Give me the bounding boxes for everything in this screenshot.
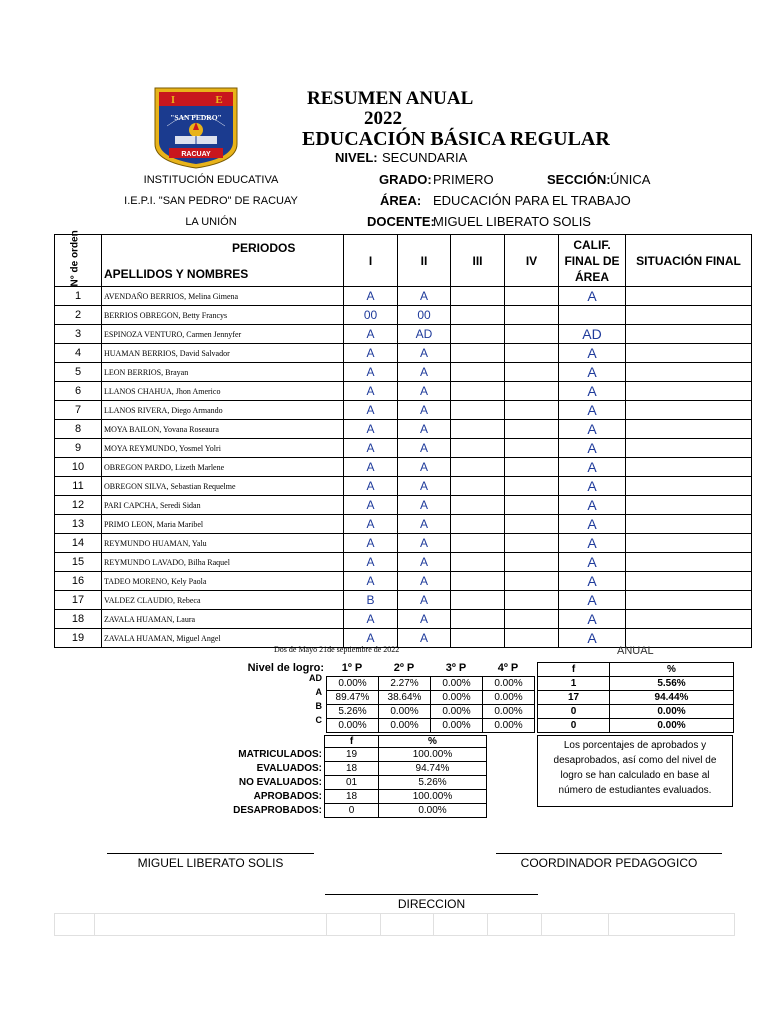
teacher-signature-name: MIGUEL LIBERATO SOLIS [137, 856, 284, 870]
anual-f: 0 [538, 719, 610, 733]
order-column-header: N° de orden [55, 235, 102, 287]
grade-period-4 [505, 572, 559, 591]
stats-row [325, 804, 487, 818]
anual-row [538, 691, 734, 705]
periods-header: PERIODOS [232, 241, 296, 255]
grado-label: GRADO: [379, 172, 432, 187]
final-situation [626, 344, 752, 363]
grade-period-1: A [344, 363, 398, 382]
grade-period-2: A [398, 553, 451, 572]
final-situation [626, 439, 752, 458]
grade-period-4 [505, 515, 559, 534]
logro-level-label: A [315, 687, 322, 697]
grade-period-3 [451, 420, 505, 439]
grade-period-2: A [398, 496, 451, 515]
order-number: 12 [55, 496, 102, 515]
anual-f: 1 [538, 677, 610, 691]
final-grade: A [559, 287, 626, 306]
grade-period-4 [505, 534, 559, 553]
final-grade-header: CALIF. FINAL DE ÁREA [559, 235, 626, 287]
logro-value: 0.00% [483, 719, 535, 733]
grade-period-1: A [344, 496, 398, 515]
grade-period-4 [505, 477, 559, 496]
grade-period-1: A [344, 629, 398, 648]
grade-period-2: A [398, 382, 451, 401]
grade-period-2: A [398, 572, 451, 591]
director-signature-line [325, 894, 538, 895]
logro-table [326, 676, 535, 733]
student-name: LEON BERRIOS, Brayan [102, 363, 344, 382]
logo-bottom-text: RACUAY [181, 151, 211, 158]
student-name: PARI CAPCHA, Seredi Sidan [102, 496, 344, 515]
student-name: TADEO MORENO, Kely Paola [102, 572, 344, 591]
table-row [55, 306, 752, 325]
final-grade: A [559, 458, 626, 477]
stats-f: 18 [325, 762, 379, 776]
logro-label: Nivel de logro: [247, 662, 324, 674]
date-line: Dos de Mayo 21de septiembre de 2022 [274, 645, 400, 654]
stats-row [325, 762, 487, 776]
grade-period-3 [451, 610, 505, 629]
logro-row [327, 719, 535, 733]
anual-row [538, 677, 734, 691]
final-situation [626, 401, 752, 420]
student-name: AVENDAÑO BERRIOS, Melina Gimena [102, 287, 344, 306]
order-number: 15 [55, 553, 102, 572]
grade-period-2: A [398, 477, 451, 496]
logro-row [327, 691, 535, 705]
table-row [55, 344, 752, 363]
stats-pct: 5.26% [379, 776, 487, 790]
nivel-value: SECUNDARIA [382, 150, 468, 165]
period-header-4: IV [505, 235, 559, 287]
title-year: 2022 [364, 108, 402, 129]
anual-pct: 0.00% [610, 719, 734, 733]
final-grade: A [559, 496, 626, 515]
grade-period-4 [505, 610, 559, 629]
stats-pct: 94.74% [379, 762, 487, 776]
director-signature-title: DIRECCION [397, 897, 466, 911]
stats-row [325, 776, 487, 790]
final-situation [626, 572, 752, 591]
grade-period-1: A [344, 610, 398, 629]
table-row [55, 534, 752, 553]
grade-period-4 [505, 382, 559, 401]
logro-row [327, 677, 535, 691]
grade-period-2: A [398, 591, 451, 610]
final-situation [626, 553, 752, 572]
institution-label: INSTITUCIÓN EDUCATIVA [143, 174, 279, 186]
final-situation [626, 306, 752, 325]
order-number: 3 [55, 325, 102, 344]
logro-value: 5.26% [327, 705, 379, 719]
bottom-grid-row [54, 913, 735, 936]
stats-label: APROBADOS: [253, 791, 322, 802]
student-name: REYMUNDO LAVADO, Bilha Raquel [102, 553, 344, 572]
grade-period-2: A [398, 515, 451, 534]
docente-value: MIGUEL LIBERATO SOLIS [433, 214, 591, 229]
logro-value: 0.00% [483, 677, 535, 691]
table-row [55, 591, 752, 610]
final-grade: A [559, 363, 626, 382]
logro-level-label: AD [309, 673, 322, 683]
grade-period-3 [451, 477, 505, 496]
final-grade: A [559, 534, 626, 553]
anual-pct: 94.44% [610, 691, 734, 705]
grade-period-4 [505, 325, 559, 344]
student-name: OBREGON PARDO, Lizeth Marlene [102, 458, 344, 477]
grade-period-3 [451, 439, 505, 458]
grade-period-3 [451, 553, 505, 572]
grade-period-3 [451, 344, 505, 363]
student-name: OBREGON SILVA, Sebastian Requelme [102, 477, 344, 496]
grade-period-4 [505, 629, 559, 648]
order-number: 2 [55, 306, 102, 325]
logro-row [327, 705, 535, 719]
logro-value: 38.64% [379, 691, 431, 705]
stats-label: DESAPROBADOS: [233, 805, 322, 816]
logro-value: 0.00% [431, 677, 483, 691]
logo-arc-text: "SAN PEDRO" [170, 113, 222, 122]
final-grade: A [559, 591, 626, 610]
anual-label: ANUAL [617, 645, 654, 657]
institution-name: I.E.P.I. "SAN PEDRO" DE RACUAY [124, 195, 298, 207]
logro-period-headers [326, 662, 534, 674]
stats-pct: 0.00% [379, 804, 487, 818]
table-row [55, 382, 752, 401]
student-name: HUAMAN BERRIOS, David Salvador [102, 344, 344, 363]
grade-period-4 [505, 591, 559, 610]
stats-label: NO EVALUADOS: [238, 777, 322, 788]
final-situation-header: SITUACIÓN FINAL [626, 235, 752, 287]
grade-period-1: A [344, 477, 398, 496]
grade-period-1: A [344, 439, 398, 458]
grade-period-3 [451, 515, 505, 534]
table-row [55, 515, 752, 534]
grade-period-1: A [344, 325, 398, 344]
grade-period-2: A [398, 401, 451, 420]
grade-period-1: A [344, 382, 398, 401]
student-name: ESPINOZA VENTURO, Carmen Jennyfer [102, 325, 344, 344]
logro-value: 2.27% [379, 677, 431, 691]
grade-period-2: 00 [398, 306, 451, 325]
logro-value: 0.00% [431, 705, 483, 719]
grade-period-1: A [344, 515, 398, 534]
seccion-label: SECCIÓN: [547, 172, 611, 187]
stats-f: 01 [325, 776, 379, 790]
order-number: 14 [55, 534, 102, 553]
logro-value: 0.00% [431, 691, 483, 705]
order-number: 17 [55, 591, 102, 610]
period-header-3: III [451, 235, 505, 287]
grade-period-4 [505, 496, 559, 515]
order-number: 13 [55, 515, 102, 534]
final-grade: A [559, 420, 626, 439]
grade-period-2: AD [398, 325, 451, 344]
stats-f: 19 [325, 748, 379, 762]
grade-period-1: B [344, 591, 398, 610]
stats-pct: 100.00% [379, 790, 487, 804]
grade-period-4 [505, 287, 559, 306]
final-situation [626, 458, 752, 477]
logro-value: 0.00% [379, 719, 431, 733]
student-name: REYMUNDO HUAMAN, Yalu [102, 534, 344, 553]
final-situation [626, 363, 752, 382]
student-name: BERRIOS OBREGON, Betty Francys [102, 306, 344, 325]
logro-header-1: 1º P [341, 662, 363, 674]
final-grade: A [559, 477, 626, 496]
final-situation [626, 325, 752, 344]
table-row [55, 325, 752, 344]
grade-period-1: A [344, 553, 398, 572]
logro-value: 0.00% [327, 719, 379, 733]
grades-table [54, 230, 752, 648]
final-grade: A [559, 629, 626, 648]
stats-f: 0 [325, 804, 379, 818]
order-number: 8 [55, 420, 102, 439]
table-row [55, 477, 752, 496]
logro-value: 0.00% [431, 719, 483, 733]
table-row [55, 496, 752, 515]
coordinator-signature-line [496, 853, 722, 854]
seccion-value: ÚNICA [610, 172, 651, 187]
period-header-1: I [344, 235, 398, 287]
final-situation [626, 610, 752, 629]
grade-period-1: A [344, 458, 398, 477]
grade-period-3 [451, 401, 505, 420]
grade-period-4 [505, 363, 559, 382]
stats-row [325, 748, 487, 762]
final-grade: A [559, 553, 626, 572]
grade-period-1: 00 [344, 306, 398, 325]
final-situation [626, 515, 752, 534]
logro-header-2: 2º P [393, 662, 415, 674]
grade-period-3 [451, 496, 505, 515]
area-value: EDUCACIÓN PARA EL TRABAJO [433, 193, 631, 208]
grade-period-1: A [344, 534, 398, 553]
table-row [55, 553, 752, 572]
stats-table [324, 735, 487, 818]
student-name: MOYA REYMUNDO, Yosmel Yolri [102, 439, 344, 458]
grade-period-3 [451, 325, 505, 344]
final-situation [626, 534, 752, 553]
final-grade: A [559, 610, 626, 629]
nivel-label: NIVEL: [335, 150, 378, 165]
final-grade: A [559, 515, 626, 534]
stats-header-pct: % [379, 736, 487, 748]
stats-label: MATRICULADOS: [238, 749, 322, 760]
anual-f: 17 [538, 691, 610, 705]
grade-period-2: A [398, 363, 451, 382]
logro-value: 0.00% [483, 691, 535, 705]
grade-period-2: A [398, 439, 451, 458]
final-situation [626, 591, 752, 610]
order-number: 9 [55, 439, 102, 458]
period-header-2: II [398, 235, 451, 287]
grade-period-4 [505, 401, 559, 420]
final-situation [626, 477, 752, 496]
final-situation [626, 382, 752, 401]
grade-period-1: A [344, 401, 398, 420]
final-grade: A [559, 572, 626, 591]
final-grade: A [559, 344, 626, 363]
table-row [55, 287, 752, 306]
student-name: ZAVALA HUAMAN, Miguel Angel [102, 629, 344, 648]
order-number: 11 [55, 477, 102, 496]
stats-row [325, 790, 487, 804]
order-number: 4 [55, 344, 102, 363]
anual-header-f: f [538, 663, 610, 677]
order-number: 18 [55, 610, 102, 629]
anual-row [538, 719, 734, 733]
logro-value: 0.00% [379, 705, 431, 719]
table-row [55, 363, 752, 382]
table-row [55, 401, 752, 420]
student-name: MOYA BAILON, Yovana Roseaura [102, 420, 344, 439]
table-row [55, 610, 752, 629]
logo-letter-right: E [215, 94, 223, 106]
anual-header-pct: % [610, 663, 734, 677]
grade-period-4 [505, 439, 559, 458]
grade-period-3 [451, 306, 505, 325]
logro-header-4: 4º P [497, 662, 519, 674]
anual-table [537, 662, 734, 733]
stats-pct: 100.00% [379, 748, 487, 762]
logro-level-label: C [315, 715, 322, 725]
logo-letter-left: I [170, 94, 176, 106]
grade-period-2: A [398, 610, 451, 629]
grade-period-3 [451, 287, 505, 306]
order-number: 1 [55, 287, 102, 306]
grade-period-4 [505, 553, 559, 572]
table-row [55, 458, 752, 477]
grade-period-2: A [398, 534, 451, 553]
logro-value: 89.47% [327, 691, 379, 705]
grade-period-2: A [398, 344, 451, 363]
grade-period-2: A [398, 458, 451, 477]
student-name: LLANOS CHAHUA, Jhon Americo [102, 382, 344, 401]
student-name: PRIMO LEON, Maria Maribel [102, 515, 344, 534]
order-number: 16 [55, 572, 102, 591]
order-number: 7 [55, 401, 102, 420]
anual-f: 0 [538, 705, 610, 719]
school-crest-logo [153, 86, 239, 170]
area-label: ÁREA: [380, 193, 422, 208]
grade-period-4 [505, 420, 559, 439]
grade-period-2: A [398, 420, 451, 439]
grade-period-3 [451, 363, 505, 382]
logro-level-label: B [315, 701, 322, 711]
final-grade: A [559, 382, 626, 401]
logro-value: 0.00% [327, 677, 379, 691]
teacher-signature-line [107, 853, 314, 854]
order-number: 10 [55, 458, 102, 477]
title-resumen-anual: RESUMEN ANUAL [307, 88, 474, 109]
table-row [55, 420, 752, 439]
stats-f: 18 [325, 790, 379, 804]
grade-period-4 [505, 344, 559, 363]
anual-pct: 5.56% [610, 677, 734, 691]
final-grade: A [559, 439, 626, 458]
grade-period-1: A [344, 572, 398, 591]
grade-period-4 [505, 306, 559, 325]
names-header: APELLIDOS Y NOMBRES [104, 267, 249, 281]
student-name: VALDEZ CLAUDIO, Rebeca [102, 591, 344, 610]
student-name: ZAVALA HUAMAN, Laura [102, 610, 344, 629]
grado-value: PRIMERO [433, 172, 494, 187]
grade-period-1: A [344, 420, 398, 439]
order-number: 6 [55, 382, 102, 401]
stats-label: EVALUADOS: [256, 763, 322, 774]
grade-period-4 [505, 458, 559, 477]
docente-label: DOCENTE: [367, 214, 435, 229]
final-situation [626, 287, 752, 306]
final-grade: AD [559, 325, 626, 344]
grade-period-3 [451, 382, 505, 401]
names-column-header [102, 235, 344, 287]
student-name: LLANOS RIVERA, Diego Armando [102, 401, 344, 420]
coordinator-signature-title: COORDINADOR PEDAGOGICO [520, 856, 698, 870]
logro-value: 0.00% [483, 705, 535, 719]
institution-place: LA UNIÓN [185, 216, 237, 228]
logro-header-3: 3º P [445, 662, 467, 674]
grade-period-3 [451, 591, 505, 610]
grade-period-3 [451, 534, 505, 553]
final-grade: A [559, 401, 626, 420]
anual-pct: 0.00% [610, 705, 734, 719]
calculation-note: Los porcentajes de aprobados y desaprobados, así como del nivel de logro se han calculado en base al número de estudiantes evaluados. [537, 735, 733, 807]
stats-header-f: f [325, 736, 379, 748]
grade-period-1: A [344, 344, 398, 363]
grade-period-3 [451, 629, 505, 648]
anual-row [538, 705, 734, 719]
table-row [55, 439, 752, 458]
final-situation [626, 420, 752, 439]
final-grade [559, 306, 626, 325]
order-number: 5 [55, 363, 102, 382]
order-number: 19 [55, 629, 102, 648]
final-situation [626, 496, 752, 515]
table-row [55, 572, 752, 591]
grade-period-3 [451, 458, 505, 477]
grade-period-3 [451, 572, 505, 591]
title-ebr: EDUCACIÓN BÁSICA REGULAR [302, 128, 610, 150]
grade-period-2: A [398, 287, 451, 306]
grade-period-2: A [398, 629, 451, 648]
grade-period-1: A [344, 287, 398, 306]
